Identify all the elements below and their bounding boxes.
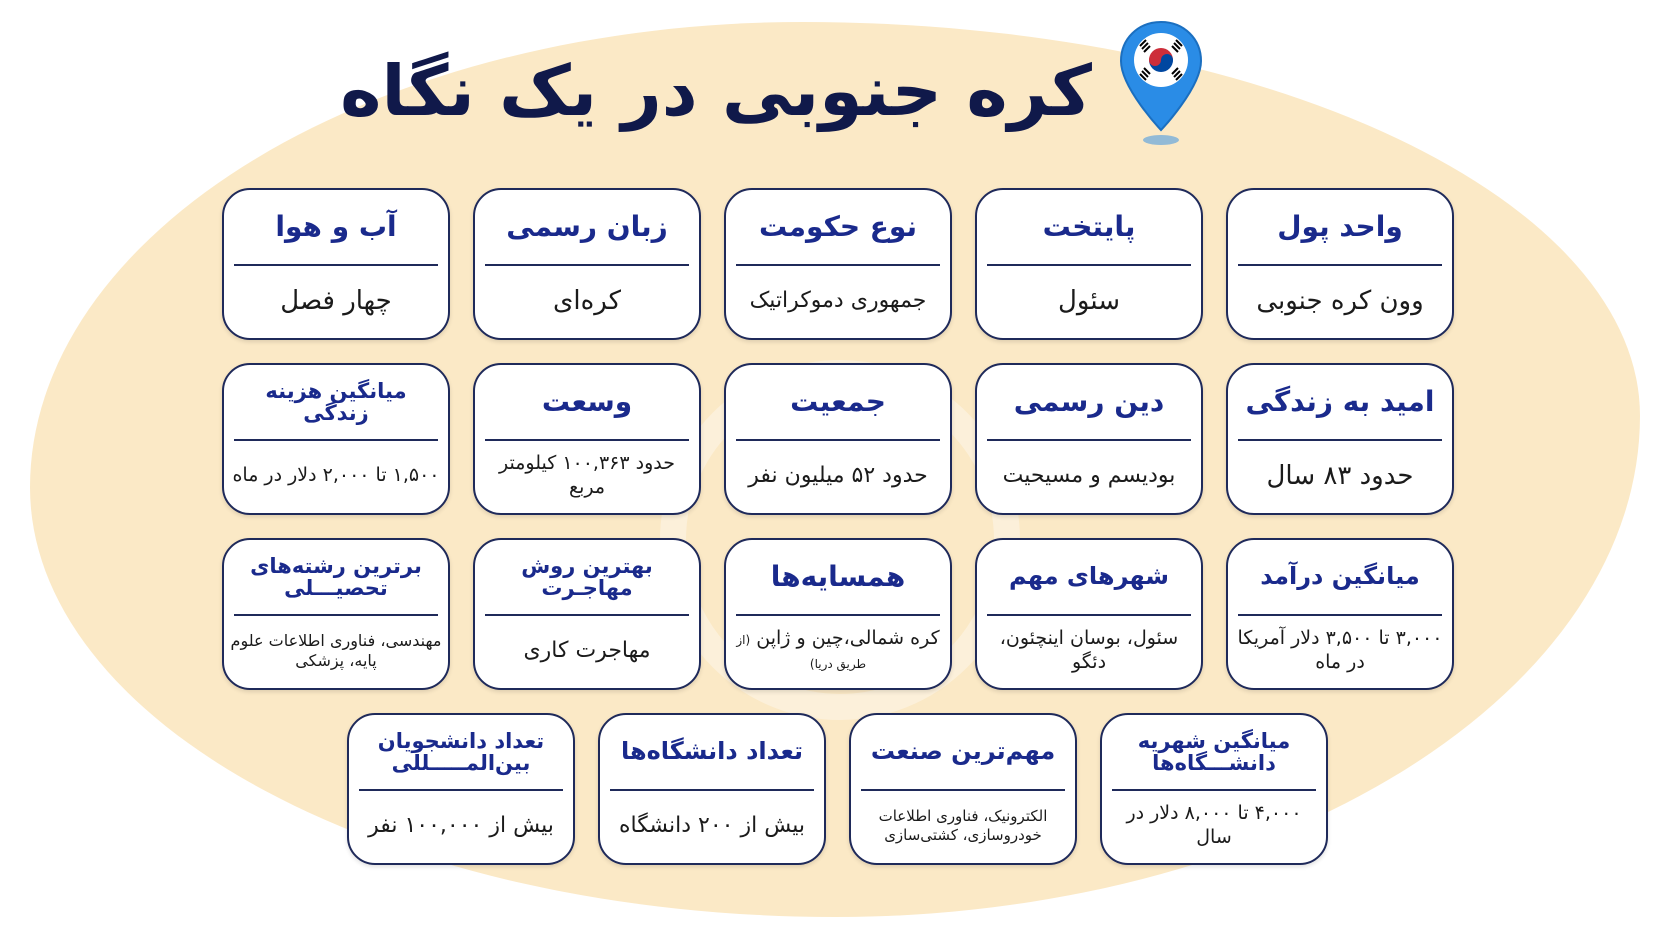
card-value: الکترونیک، فناوری اطلاعات خودروسازی، کشتی‌سازی xyxy=(878,807,1048,844)
info-card-life-expectancy xyxy=(1226,363,1454,515)
card-value: ۱,۵۰۰ تا ۲,۰۰۰ دلار در ماه xyxy=(232,464,440,487)
card-title: میانگین شهریه دانشـــگاه‌ها xyxy=(1137,728,1291,775)
info-card-neighbors xyxy=(724,538,952,690)
info-card-cost-of-living xyxy=(222,363,450,515)
card-title: آب و هوا xyxy=(275,210,397,244)
card-title: زبان رسمی xyxy=(506,210,668,244)
card-divider xyxy=(736,614,940,616)
header xyxy=(0,18,1667,158)
card-divider xyxy=(234,614,438,616)
card-divider xyxy=(987,264,1191,266)
card-value: حدود ۸۳ سال xyxy=(1266,460,1414,491)
card-title: نوع حکومت xyxy=(759,210,917,244)
card-value: بیش از ۱۰۰,۰۰۰ نفر xyxy=(368,813,554,839)
card-title: بهترین روش مهاجـرت xyxy=(521,553,653,600)
card-value: کره‌ای xyxy=(553,285,621,316)
card-title: تعداد دانشگاه‌ها xyxy=(620,737,804,766)
card-divider xyxy=(485,439,689,441)
card-title: میانگین درآمد xyxy=(1260,562,1420,591)
card-divider xyxy=(736,264,940,266)
info-card-major-cities xyxy=(975,538,1203,690)
card-value: مهاجرت کاری xyxy=(523,638,651,664)
info-card-international-students xyxy=(347,713,575,865)
card-title: واحد پول xyxy=(1277,210,1403,244)
card-divider xyxy=(1238,614,1442,616)
card-title: پایتخت xyxy=(1042,210,1136,244)
card-value-note: (از طریق دریا) xyxy=(736,633,867,671)
card-divider xyxy=(485,264,689,266)
info-card-currency xyxy=(1226,188,1454,340)
card-value-main: کره شمالی،چین و ژاپن xyxy=(756,627,940,650)
card-title: برترین رشته‌های تحصیـــلی xyxy=(250,553,422,600)
card-value: سئول xyxy=(1058,285,1120,316)
card-title: دین رسمی xyxy=(1013,385,1165,419)
card-divider xyxy=(861,789,1065,791)
card-value: چهار فصل xyxy=(280,285,392,316)
card-title: میانگین هزینه زندگی xyxy=(265,378,407,425)
info-card-universities xyxy=(598,713,826,865)
card-value: حدود ۵۲ میلیون نفر xyxy=(748,463,928,489)
card-value: ۴,۰۰۰ تا ۸,۰۰۰ دلار در سال xyxy=(1126,802,1302,848)
card-title: تعداد دانشجویان بین‌المـــــللی xyxy=(377,728,545,775)
card-divider xyxy=(1238,439,1442,441)
card-value xyxy=(726,618,950,684)
card-value: بیش از ۲۰۰ دانشگاه xyxy=(618,813,806,839)
card-title: مهم‌ترین صنعت xyxy=(870,737,1056,766)
info-card-climate xyxy=(222,188,450,340)
card-divider xyxy=(359,789,563,791)
card-divider xyxy=(610,789,814,791)
card-value: سئول، بوسان اینچئون، دئگو xyxy=(999,627,1179,673)
page-title: کره جنوبی در یک نگاه xyxy=(340,50,1092,132)
card-title: امید به زندگی xyxy=(1245,385,1435,419)
card-title: جمعیت xyxy=(790,385,886,419)
card-divider xyxy=(485,614,689,616)
card-divider xyxy=(1112,789,1316,791)
card-divider xyxy=(234,264,438,266)
card-value: حدود ۱۰۰,۳۶۳ کیلومتر مربع xyxy=(498,452,675,498)
card-value: وون کره جنوبی xyxy=(1256,285,1424,316)
card-value: بودیسم و مسیحیت xyxy=(1002,463,1176,489)
info-card-government xyxy=(724,188,952,340)
info-card-area xyxy=(473,363,701,515)
card-title: شهرهای مهم xyxy=(1009,562,1169,591)
info-card-tuition xyxy=(1100,713,1328,865)
card-value: مهندسی، فناوری اطلاعات علوم پایه، پزشکی xyxy=(230,631,442,670)
card-divider xyxy=(1238,264,1442,266)
info-card-top-fields xyxy=(222,538,450,690)
info-card-industry xyxy=(849,713,1077,865)
info-card-immigration xyxy=(473,538,701,690)
card-divider xyxy=(987,614,1191,616)
card-title: همسایه‌ها xyxy=(770,560,906,594)
card-divider xyxy=(736,439,940,441)
info-card-language xyxy=(473,188,701,340)
card-title: وسعت xyxy=(541,385,633,419)
info-card-religion xyxy=(975,363,1203,515)
card-value: جمهوری دموکراتیک xyxy=(749,288,927,314)
card-divider xyxy=(987,439,1191,441)
location-pin-icon xyxy=(1116,18,1206,148)
card-divider xyxy=(234,439,438,441)
card-value: ۳,۰۰۰ تا ۳,۵۰۰ دلار آمریکا در ماه xyxy=(1237,627,1443,673)
info-card-average-income xyxy=(1226,538,1454,690)
info-card-capital xyxy=(975,188,1203,340)
south-korea-flag-icon xyxy=(1134,33,1188,87)
info-card-population xyxy=(724,363,952,515)
